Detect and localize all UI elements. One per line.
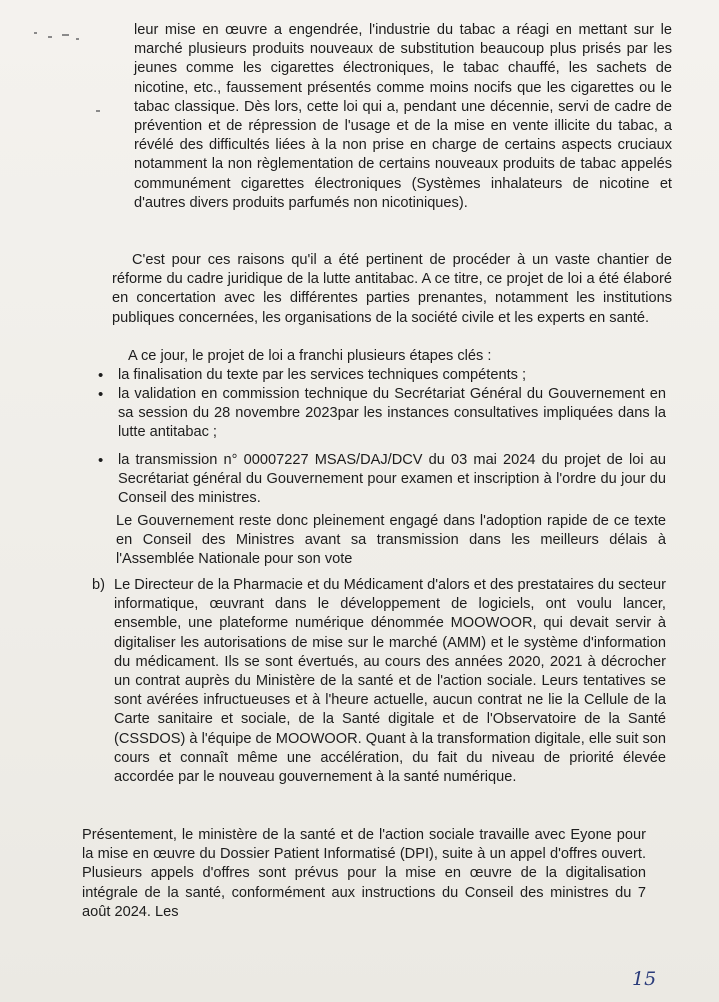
scan-specks [34, 28, 94, 48]
paragraph-5: Présentement, le ministère de la santé et de l'action sociale travaille avec Eyone pour la mise en œuvre du Dossier Patient Informatisé (DPI), suite à un appel d'offres ouvert. Plusieurs appels d'offres sont prévus pour la mise en œuvre de la digitalisation intégrale de la santé, conformément aux instructions du Conseil des ministres du 7 août 2024. Les [82, 827, 646, 920]
bullet-2-dot: • [98, 386, 104, 403]
bullet-3-dot: • [98, 452, 104, 469]
list-label-b: b) [92, 577, 105, 593]
paragraph-3: A ce jour, le projet de loi a franchi plusieurs étapes clés : [128, 348, 492, 364]
paragraph-4: Le Gouvernement reste donc pleinement engagé dans l'adoption rapide de ce texte en Conseil des Ministres avant sa transmission dans les meilleurs délais à l'Assemblée Nationale pour son vote [116, 513, 666, 568]
bullet-1-dot: • [98, 367, 104, 384]
page-number: 15 [632, 968, 657, 990]
paragraph-b: Le Directeur de la Pharmacie et du Médicament d'alors et des prestataires du secteur informatique, œuvrant dans le développement de logiciels, ont voulu lancer, ensemble, une plateforme numérique dénommée MOOWOOR, qui devait servir à digitaliser les autorisations de mise sur le marché (AMM) et le système d'information du médicament. Ils se sont évertués, au cours des années 2020, 2021 à décrocher un contrat auprès du Ministère de la santé et de l'action sociale. Leurs tentatives se sont avérées infructueuses et à l'heure actuelle, aucun contrat ne lie la Cellule de la Carte sanitaire et sociale, de la Santé digitale et de l'Observatoire de la Santé (CSSDOS) à l'équipe de MOOWOOR. Quant à la transformation digitale, elle suit son cours et connaît même une accélération, du fait du niveau de priorité élevée accordée par le nouveau gouvernement à la santé numérique. [114, 577, 666, 786]
bullet-item-2: la validation en commission technique du Secrétariat Général du Gouvernement en sa session du 28 novembre 2023par les instances consultatives impliquées dans la lutte antitabac ; [118, 386, 666, 441]
scan-speck [96, 110, 100, 112]
bullet-item-1: la finalisation du texte par les services techniques compétents ; [118, 367, 527, 383]
paragraph-1: leur mise en œuvre a engendrée, l'industrie du tabac a réagi en mettant sur le marché plusieurs produits nouveaux de substitution beaucoup plus prisés par les jeunes comme les cigarettes électroniques, le tabac chauffé, les sachets de nicotine, etc., faussement présentés comme moins nocifs que les cigarettes ou le tabac classique. Dès lors, cette loi qui a, pendant une décennie, servi de cadre de prévention et de répression de l'usage et de la mise en vente illicite du tabac, a révélé des difficultés liées à la non prise en charge de certains aspects cruciaux notamment la non règlementation de certains nouveaux produits de tabac appelés communément cigarettes électroniques (Systèmes inhalateurs de nicotine et d'autres divers produits parfumés non nicotiniques). [134, 22, 672, 211]
paragraph-2: C'est pour ces raisons qu'il a été pertinent de procéder à un vaste chantier de réforme du cadre juridique de la lutte antitabac. A ce titre, ce projet de loi a été élaboré en concertation avec les différentes parties prenantes, notamment les institutions publiques concernées, les organisations de la société civile et les experts en santé. [112, 252, 672, 326]
bullet-item-3: la transmission n° 00007227 MSAS/DAJ/DCV du 03 mai 2024 du projet de loi au Secrétariat général du Gouvernement pour examen et inscription à l'ordre du jour du Conseil des ministres. [118, 452, 666, 507]
